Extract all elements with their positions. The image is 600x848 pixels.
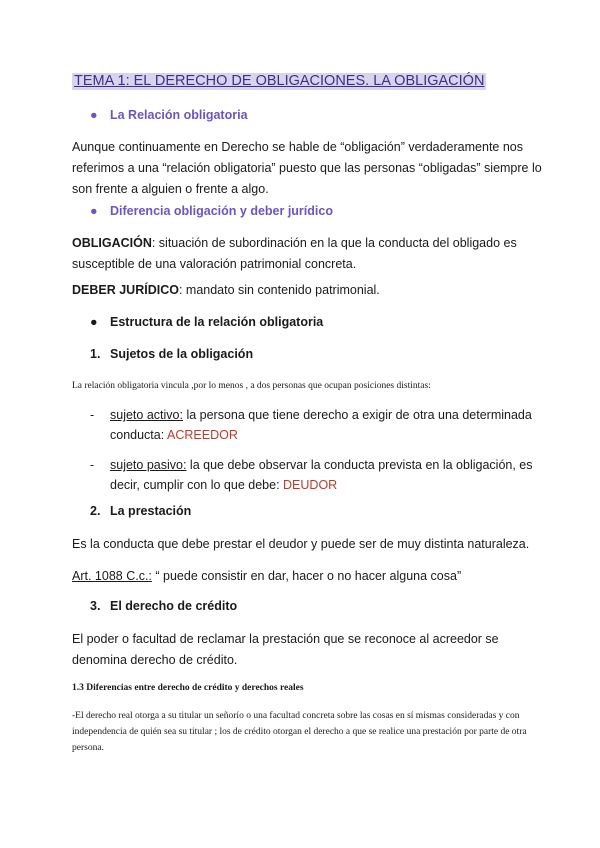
article-reference: Art. 1088 C.c.: [72,569,152,583]
article-quote: “ puede consistir en dar, hacer o no hacer alguna cosa” [151,569,462,583]
paragraph-diferencias: -El derecho real otorga a su titular un señorío o una facultad concreta sobre las cosas en sí mismas consideradas y con independencia de quién sea su titular ; los de crédito otorgan el derecho a que se realice una prestación por parte de otra persona. [72,711,527,753]
def-deber: : mandato sin contenido patrimonial. [178,283,380,297]
numbered-heading-sujetos: 1. Sujetos de la obligación [90,347,254,361]
heading-text: La Relación obligatoria [110,108,248,122]
role-acreedor: ACREEDOR [167,428,238,442]
term-sujeto-pasivo: sujeto pasivo: [110,458,187,472]
paragraph-prestacion: Es la conducta que debe prestar el deudor y puede ser de muy distinta naturaleza. [72,537,530,551]
list-item-sujeto-pasivo: - sujeto pasivo: la que debe observar la conducta prevista en la obligación, es decir, cumplir con lo que debe: DEUDOR [90,458,533,492]
sujetos-intro: La relación obligatoria vincula ,por lo menos , a dos personas que ocupan posiciones distintas: [72,381,431,391]
role-deudor: DEUDOR [283,478,338,492]
title-rest: : EL DERECHO DE OBLIGACIONES. LA OBLIGACIÓN [125,73,485,89]
page-title [72,73,486,90]
section-heading-relacion [90,108,248,122]
paragraph-credito: El poder o facultad de reclamar la prestación que se reconoce al acreedor se denomina derecho de crédito. [72,632,499,667]
term-sujeto-activo: sujeto activo: [110,408,183,422]
section-heading-diferencia [90,204,333,218]
def-obligacion: : situación de subordinación en la que la conducta del obligado es susceptible de una valoración patrimonial concreta. [72,236,517,271]
heading-text: Diferencia obligación y deber jurídico [110,204,333,218]
bullet-icon: ● [90,315,98,329]
term-obligacion: OBLIGACIÓN [72,236,152,250]
bullet-icon: ● [90,108,98,122]
bullet-icon: ● [90,204,98,218]
paragraph-obligacion [72,233,542,275]
subheading-diferencias: 1.3 Diferencias entre derecho de crédito y derechos reales [72,683,304,693]
heading-text: Estructura de la relación obligatoria [110,315,324,329]
title-prefix: TEMA 1 [74,73,126,89]
numbered-heading-prestacion: 2. La prestación [90,504,192,518]
paragraph-art [72,566,542,587]
paragraph-deber [72,280,542,301]
numbered-heading-credito: 3. El derecho de crédito [90,599,238,613]
term-deber: DEBER JURÍDICO [72,283,179,297]
section-heading-estructura [90,315,323,329]
list-item-sujeto-activo: - sujeto activo: la persona que tiene derecho a exigir de otra una determinada conducta: ACREEDOR [90,408,532,442]
paragraph-relacion: Aunque continuamente en Derecho se hable de “obligación” verdaderamente nos referimos a una “relación obligatoria” puesto que las personas “obligadas” siempre lo son frente a alguien o frente a algo. [72,140,542,196]
